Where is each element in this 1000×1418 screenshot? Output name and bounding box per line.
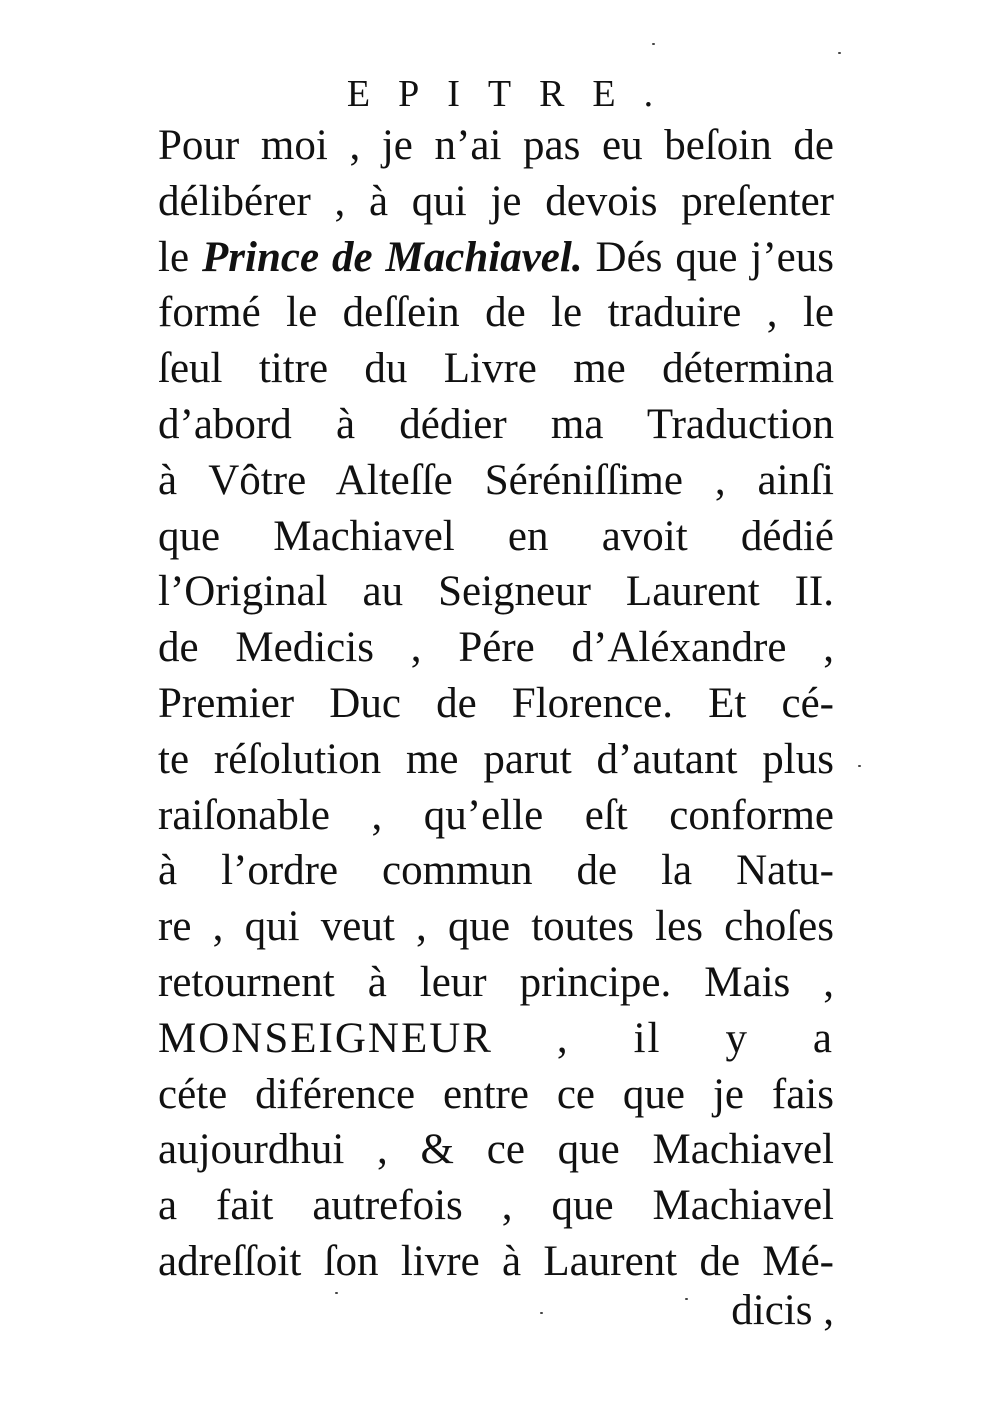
text-line: aujourdhui , & ce que Machiavel — [158, 1126, 834, 1174]
book-title-italic: Prince de Machiavel. — [202, 233, 583, 281]
text-line: Premier Duc de Florence. Et cé- — [158, 679, 834, 727]
text-line: te réſolution me parut d’autant plus — [158, 735, 834, 783]
text-line: Pour moi , je n’ai pas eu beſoin de — [158, 122, 834, 169]
print-speck — [652, 43, 655, 45]
text-line: retournent à leur principe. Mais , — [158, 958, 834, 1006]
text-line: à Vôtre Alteſſe Séréniſſime , ainſi — [158, 456, 834, 504]
text-line: formé le deſſein de le traduire , le — [158, 289, 834, 337]
text-line-salutation: MONSEIGNEUR , il y a — [158, 1014, 834, 1062]
print-speck — [858, 765, 861, 767]
print-speck — [335, 1292, 338, 1294]
text-line: raiſonable , qu’elle eſt conforme — [158, 791, 834, 839]
text-line: l’Original au Seigneur Laurent II. — [158, 568, 834, 616]
text-line: céte diférence entre ce que je fais — [158, 1070, 834, 1118]
text-line: que Machiavel en avoit dédié — [158, 512, 834, 560]
print-speck — [685, 1298, 688, 1300]
text-line: a fait autrefois , que Machiavel — [158, 1182, 834, 1230]
body-text — [158, 118, 834, 1290]
catchword: dicis , — [731, 1287, 834, 1334]
text-line: le Prince de Machiavel. Dés que j’eus — [158, 233, 834, 281]
running-head: EPITRE. — [346, 73, 682, 115]
text-line: de Medicis , Pére d’Aléxandre , — [158, 624, 834, 672]
text-line: d’abord à dédier ma Traduction — [158, 400, 834, 448]
text-line: à l’ordre commun de la Natu- — [158, 847, 834, 895]
text-line: délibérer , à qui je devois preſenter — [158, 177, 834, 225]
text-line: adreſſoit ſon livre à Laurent de Mé- — [158, 1237, 834, 1285]
text-line: re , qui veut , que toutes les choſes — [158, 903, 834, 951]
text-line: ſeul titre du Livre me détermina — [158, 345, 834, 393]
print-speck — [838, 52, 841, 54]
print-speck — [540, 1312, 543, 1314]
